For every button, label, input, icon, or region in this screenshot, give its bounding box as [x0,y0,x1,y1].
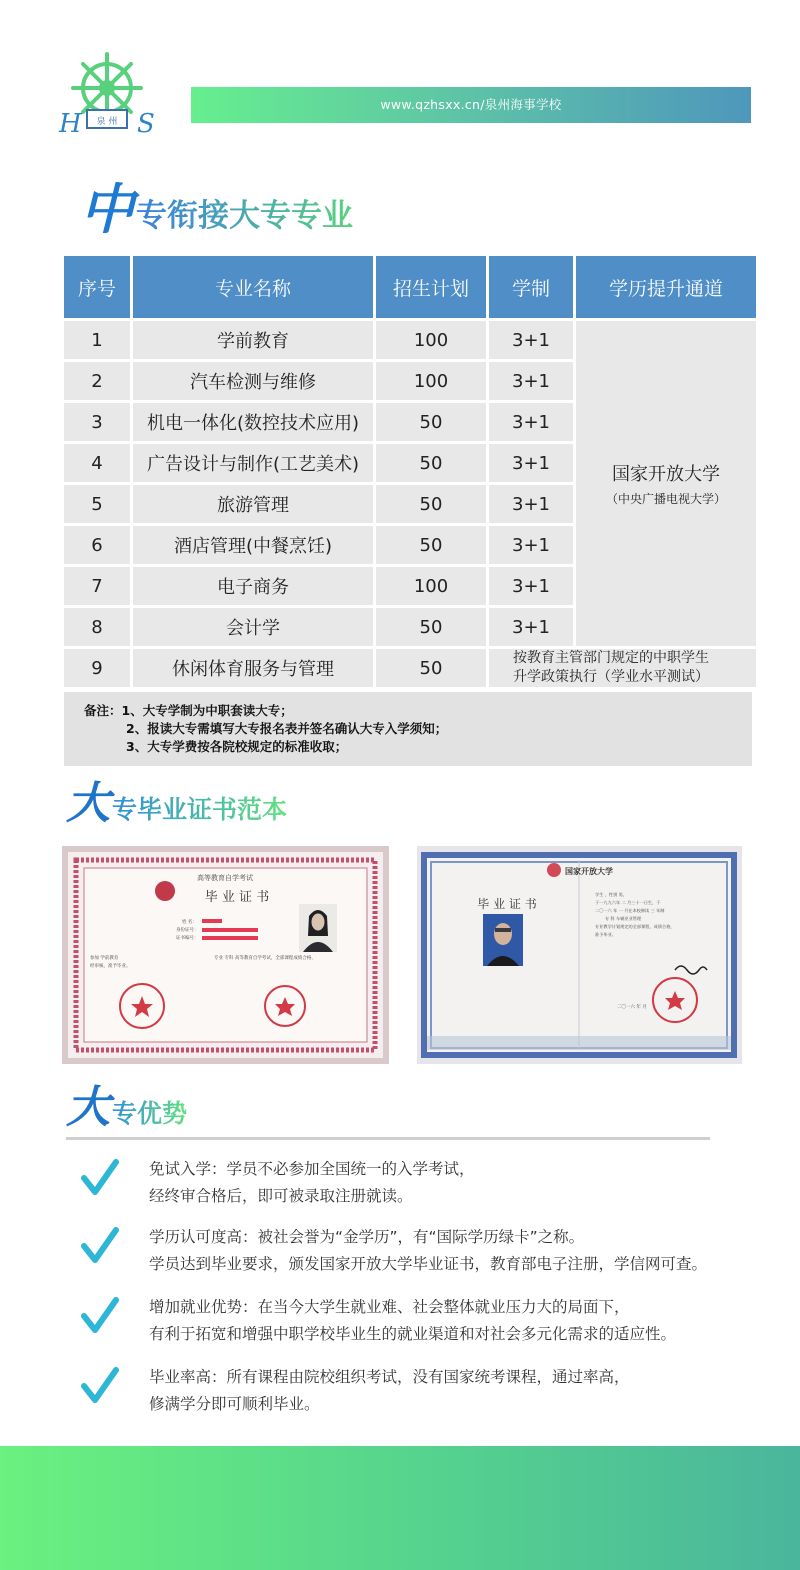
cell-no: 3 [64,403,130,444]
notes-line1: 1、大专学制为中职套读大专； [121,703,293,718]
notes-line3: 3、大专学费按各院校规定的标准收取； [126,739,348,754]
cell-plan: 50 [376,485,486,526]
advantage-line1: 毕业率高：所有课程由院校组织考试，没有国家统考课程，通过率高， [149,1368,630,1386]
cert1-field-id: 身份证号： [176,928,199,933]
channel-sub-text: （中央广播电视大学） [605,492,726,506]
cert1-title: 毕 业 证 书 [204,890,270,905]
section-title-big-char: 大 [66,778,110,829]
cell-plan: 50 [376,526,486,567]
cell-no: 2 [64,362,130,403]
cert2-date: 二〇一六 年 月 [617,1005,647,1010]
advantage-line1: 学历认可度高：被社会誉为“金学历”，有“国际学历绿卡”之称。 [149,1228,585,1246]
cell-plan: 50 [376,608,486,649]
table-header-row [64,256,756,321]
cell-plan: 50 [376,649,486,690]
logo-plaque-text: 泉 州 [96,117,118,127]
advantage-line2: 修满学分即可顺利毕业。 [149,1395,320,1413]
cell-no: 5 [64,485,130,526]
cell-system: 3+1 [489,567,573,608]
cert2-line-e: 专业教学计划规定的全部课程，成绩合格， [595,924,675,929]
cell-plan: 100 [376,321,486,362]
notes-line2: 2、报读大专需填写大专报名表并签名确认大专入学须知； [126,721,448,736]
col-header-system: 学制 [489,256,573,321]
advantage-line1: 增加就业优势：在当今大学生就业难、社会整体就业压力大的局面下， [149,1298,630,1316]
cert2-brand: 国家开放大学 [565,867,613,876]
advantage-line2: 经终审合格后，即可被录取注册就读。 [149,1187,413,1205]
cert2-line-f: 准予毕业。 [595,932,616,937]
col-header-no: 序号 [64,256,130,321]
section-title-big-char: 中 [80,177,134,241]
website-url-banner[interactable]: www.qzhsxx.cn/泉州海事学校 [191,87,751,123]
checkmark-icon [80,1156,120,1200]
advantage-line2: 有利于拓宽和增强中职学校毕业生的就业渠道和对社会多元化需求的适应性。 [149,1325,677,1343]
certificate-sample-open-university [417,846,742,1064]
cell-system: 3+1 [489,608,573,649]
cell-no: 7 [64,567,130,608]
footer-band [0,1446,800,1570]
cell-system: 3+1 [489,362,573,403]
advantage-item [80,1156,780,1210]
checkmark-icon [80,1294,120,1338]
checkmark-icon [80,1364,120,1408]
table-row [64,321,756,362]
table-row [64,649,756,690]
cell-name: 学前教育 [133,321,373,362]
cell-system: 3+1 [489,321,573,362]
advantage-item [80,1364,780,1418]
cert2-line-b: 于一九九六年 二 月三十一日生，于 [595,900,661,905]
col-header-name: 专业名称 [133,256,373,321]
special-policy-line1: 按教育主管部门规定的中职学生 [513,650,709,666]
logo-letter-h: H [59,109,82,139]
col-header-channel: 学历提升通道 [576,256,756,321]
cell-no: 6 [64,526,130,567]
certificate-sample-selfstudy [62,846,389,1064]
cell-no: 4 [64,444,130,485]
cell-special-policy [489,649,756,690]
cell-system: 3+1 [489,485,573,526]
cert2-title: 毕 业 证 书 [477,897,537,911]
cell-no: 1 [64,321,130,362]
section-title-certificates [66,780,287,828]
cell-plan: 100 [376,362,486,403]
cell-name: 机电一体化(数控技术应用) [133,403,373,444]
advantage-item [80,1224,780,1278]
cert1-line-c: 经审核，准予毕业。 [90,964,131,969]
section-title-text: 专优势 [110,1096,187,1132]
cell-name: 酒店管理(中餐烹饪) [133,526,373,567]
section-title-text: 专毕业证书范本 [110,792,287,828]
logo-letter-s: S [137,109,155,139]
cell-name: 休闲体育服务与管理 [133,649,373,690]
cert2-line-d: 专 科 车辆业业管理 [605,916,642,921]
cert1-heading: 高等教育自学考试 [197,874,253,882]
channel-main-text: 国家开放大学 [612,464,720,485]
advantage-line1: 免试入学：学员不必参加全国统一的入学考试， [149,1160,475,1178]
cell-channel-merged [576,321,756,649]
cell-system: 3+1 [489,403,573,444]
cert1-line-a: 参加 学前教育 [90,956,119,961]
notes-label: 备注： [84,703,122,718]
section-title-big-char: 大 [66,1082,110,1133]
col-header-plan: 招生计划 [376,256,486,321]
cert1-field-name: 姓 名： [182,920,197,925]
cell-system: 3+1 [489,526,573,567]
ship-wheel-logo-icon [55,52,160,140]
cell-no: 9 [64,649,130,690]
cell-name: 广告设计与制作(工艺美术) [133,444,373,485]
section-title-advantages [66,1084,187,1132]
cell-name: 汽车检测与维修 [133,362,373,403]
cert2-line-c: 二〇一六 年 一 月在本校修读 三 年制 [595,908,665,913]
cell-no: 8 [64,608,130,649]
section-title-majors [80,177,353,241]
cell-system: 3+1 [489,444,573,485]
cert2-line-a: 学生 ，性别 男， [595,892,627,897]
cell-name: 会计学 [133,608,373,649]
special-policy-line2: 升学政策执行（学业水平测试） [513,669,709,685]
advantage-line2: 学员达到毕业要求，颁发国家开放大学毕业证书，教育部电子注册，学信网可查。 [149,1255,708,1273]
cell-plan: 50 [376,444,486,485]
cell-plan: 50 [376,403,486,444]
section-title-text: 专衔接大专专业 [134,194,353,238]
table-notes [64,692,752,766]
cell-name: 旅游管理 [133,485,373,526]
cert1-field-cert: 证书编号： [176,936,199,941]
section-divider [66,1137,710,1140]
checkmark-icon [80,1224,120,1268]
cell-name: 电子商务 [133,567,373,608]
cert1-line-b: 专业 专科 高等教育自学考试，全部课程成绩合格， [214,956,316,961]
advantage-item [80,1294,780,1348]
majors-table [61,256,759,690]
cell-plan: 100 [376,567,486,608]
